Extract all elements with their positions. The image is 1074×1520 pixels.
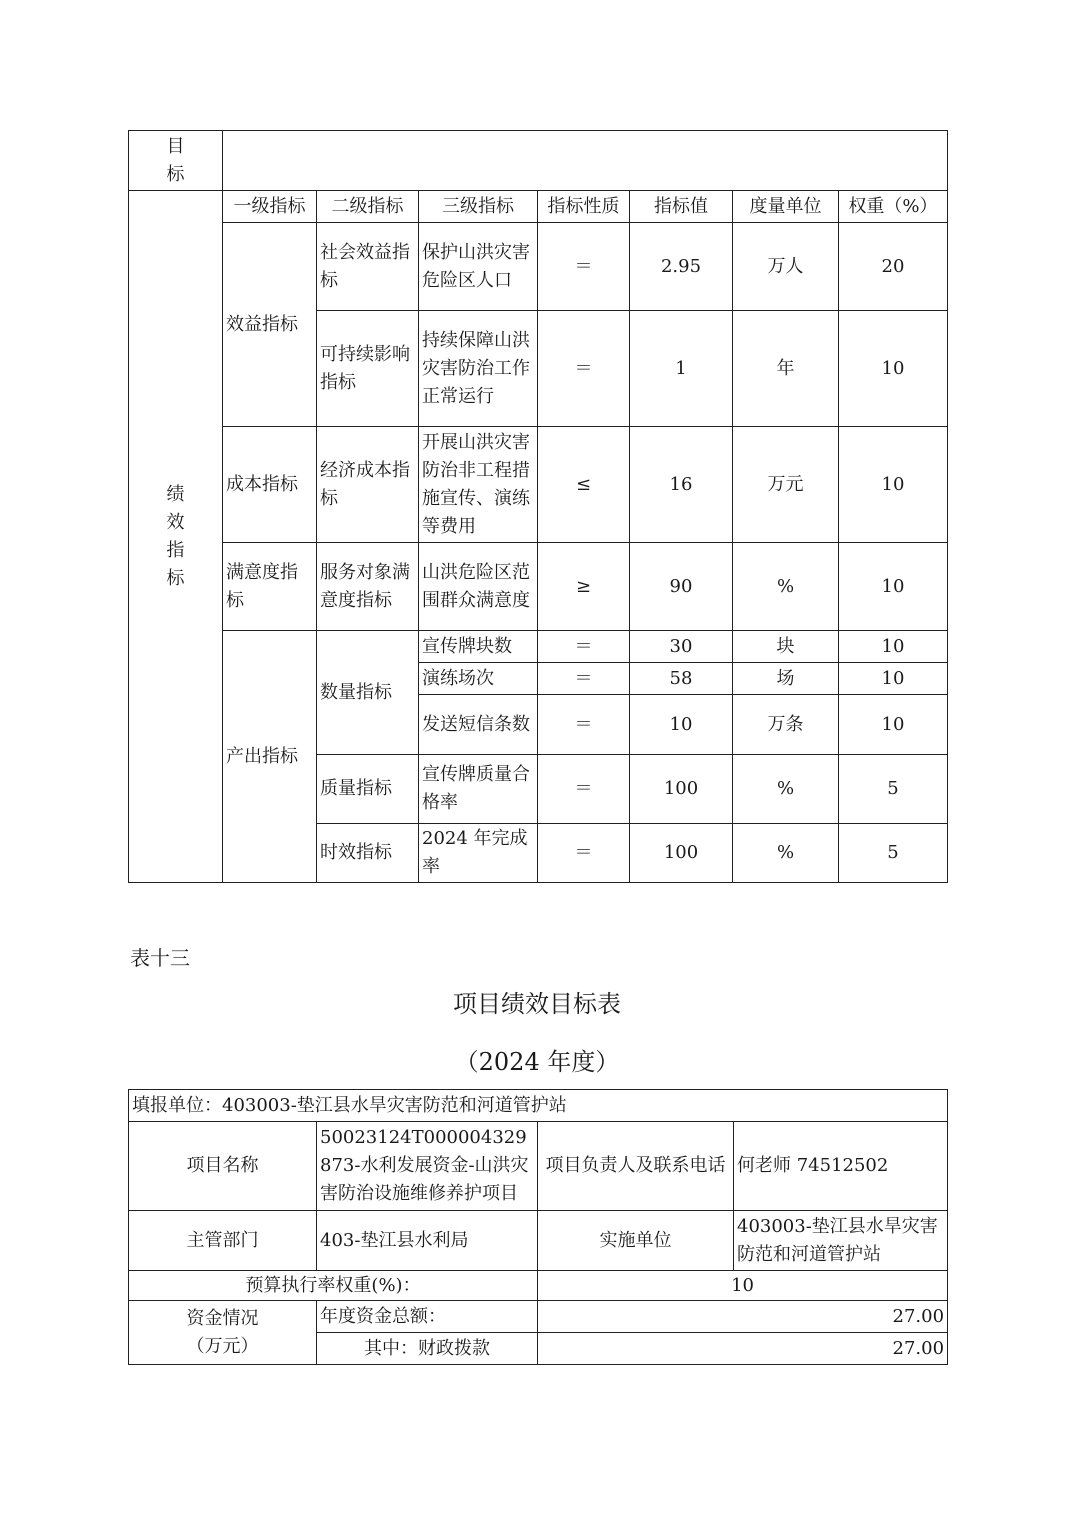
header-cell: 二级指标 [317, 191, 419, 223]
page-subtitle: （2024 年度） [454, 1048, 620, 1076]
unit-cell: % [733, 543, 839, 631]
operator-cell: ＝ [538, 223, 630, 311]
performance-table [128, 130, 948, 883]
fund-total-label: 年度资金总额： [317, 1301, 538, 1333]
weight-cell: 10 [839, 695, 948, 755]
level2-cell: 质量指标 [317, 755, 419, 824]
unit-cell: 万元 [733, 427, 839, 543]
value-cell: 58 [630, 663, 733, 695]
impl-label: 实施单位 [538, 1211, 734, 1271]
value-cell: 30 [630, 631, 733, 663]
level2-cell: 社会效益指标 [317, 223, 419, 311]
level3-cell: 开展山洪灾害防治非工程措施宣传、演练等费用 [419, 427, 538, 543]
operator-cell: ＝ [538, 755, 630, 824]
header-cell: 三级指标 [419, 191, 538, 223]
weight-cell: 5 [839, 824, 948, 883]
header-cell: 一级指标 [223, 191, 317, 223]
table-number: 表十三 [130, 946, 190, 970]
level2-cell: 可持续影响指标 [317, 311, 419, 427]
weight-cell: 10 [839, 311, 948, 427]
value-cell: 10 [630, 695, 733, 755]
goal-text [223, 131, 948, 191]
owner-contact: 何老师 74512502 [734, 1122, 948, 1211]
level1-cell: 满意度指标 [223, 543, 317, 631]
weight-cell: 10 [839, 427, 948, 543]
operator-cell: ＝ [538, 695, 630, 755]
weight-cell: 10 [839, 543, 948, 631]
owner-label: 项目负责人及联系电话 [538, 1122, 734, 1211]
dept-value: 403-垫江县水利局 [317, 1211, 538, 1271]
header-cell: 度量单位 [733, 191, 839, 223]
value-cell: 1 [630, 311, 733, 427]
level3-cell: 持续保障山洪灾害防治工作正常运行 [419, 311, 538, 427]
project-info-table [128, 1089, 948, 1365]
level3-cell: 演练场次 [419, 663, 538, 695]
value-cell: 16 [630, 427, 733, 543]
header-cell: 指标性质 [538, 191, 630, 223]
level1-cell: 产出指标 [223, 631, 317, 883]
level2-cell: 经济成本指标 [317, 427, 419, 543]
unit-cell: 万人 [733, 223, 839, 311]
value-cell: 100 [630, 824, 733, 883]
level3-cell: 保护山洪灾害危险区人口 [419, 223, 538, 311]
value-cell: 2.95 [630, 223, 733, 311]
table-row [129, 427, 948, 543]
operator-cell: ≤ [538, 427, 630, 543]
dept-label: 主管部门 [129, 1211, 317, 1271]
header-cell: 指标值 [630, 191, 733, 223]
weight-cell: 20 [839, 223, 948, 311]
operator-cell: ≥ [538, 543, 630, 631]
project-name: 50023124T000004329873-水利发展资金-山洪灾害防治设施维修养护项目 [317, 1122, 538, 1211]
weight-cell: 5 [839, 755, 948, 824]
table-row [129, 223, 948, 311]
perf-label: 绩 效 指 标 [129, 191, 223, 883]
fund-label: 资金情况 （万元） [129, 1301, 317, 1365]
value-cell: 100 [630, 755, 733, 824]
level2-cell: 时效指标 [317, 824, 419, 883]
operator-cell: ＝ [538, 824, 630, 883]
fund-total-value: 27.00 [538, 1301, 948, 1333]
operator-cell: ＝ [538, 631, 630, 663]
weight-cell: 10 [839, 631, 948, 663]
page-title: 项目绩效目标表 [453, 990, 621, 1018]
level2-cell: 服务对象满意度指标 [317, 543, 419, 631]
unit-cell: 万条 [733, 695, 839, 755]
level3-cell: 发送短信条数 [419, 695, 538, 755]
operator-cell: ＝ [538, 311, 630, 427]
level2-cell: 数量指标 [317, 631, 419, 755]
budget-weight-value: 10 [538, 1271, 948, 1301]
reporting-unit: 填报单位：403003-垫江县水旱灾害防范和河道管护站 [129, 1090, 948, 1122]
unit-cell: % [733, 824, 839, 883]
table-row [129, 543, 948, 631]
unit-cell: 场 [733, 663, 839, 695]
unit-cell: 块 [733, 631, 839, 663]
fund-fiscal-value: 27.00 [538, 1333, 948, 1365]
header-cell: 权重（%） [839, 191, 948, 223]
value-cell: 90 [630, 543, 733, 631]
level3-cell: 2024 年完成率 [419, 824, 538, 883]
fund-fiscal-label: 其中：财政拨款 [317, 1333, 538, 1365]
level3-cell: 宣传牌质量合格率 [419, 755, 538, 824]
project-name-label: 项目名称 [129, 1122, 317, 1211]
budget-weight-label: 预算执行率权重(%)： [129, 1271, 538, 1301]
operator-cell: ＝ [538, 663, 630, 695]
table-row [129, 631, 948, 663]
level3-cell: 山洪危险区范围群众满意度 [419, 543, 538, 631]
goal-label: 目 标 [129, 131, 223, 191]
unit-cell: 年 [733, 311, 839, 427]
weight-cell: 10 [839, 663, 948, 695]
level3-cell: 宣传牌块数 [419, 631, 538, 663]
unit-cell: % [733, 755, 839, 824]
level1-cell: 成本指标 [223, 427, 317, 543]
impl-value: 403003-垫江县水旱灾害防范和河道管护站 [734, 1211, 948, 1271]
level1-cell: 效益指标 [223, 223, 317, 427]
